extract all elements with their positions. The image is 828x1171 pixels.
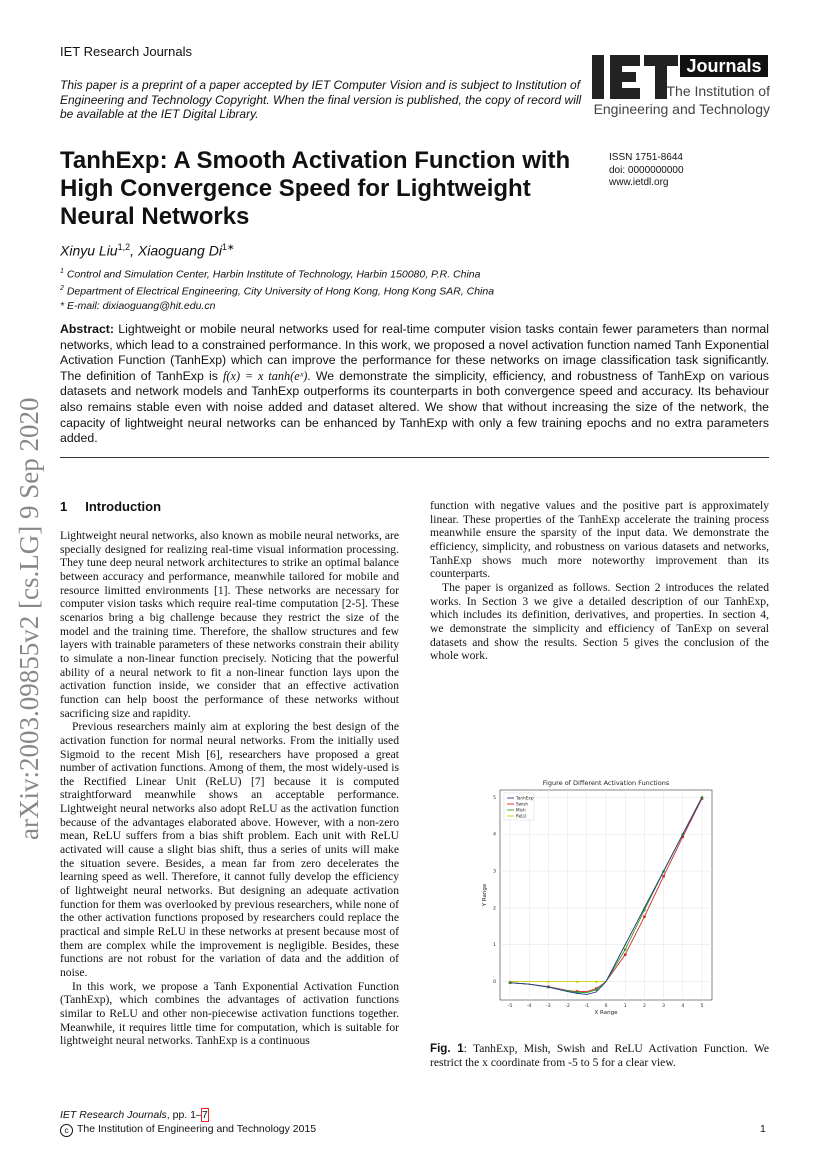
body-column-left [60, 529, 399, 1048]
x-tick-label: -3 [546, 1004, 551, 1009]
body-column-right [430, 499, 769, 663]
legend-label: Mish [516, 807, 526, 813]
y-tick-label: 5 [493, 795, 496, 801]
y-tick-label: 2 [493, 906, 496, 912]
legend-label: ReLU [516, 813, 527, 819]
arxiv-stamp: arXiv:2003.09855v2 [cs.LG] 9 Sep 2020 [14, 397, 44, 840]
mish-point [624, 948, 627, 951]
section-heading [60, 499, 161, 514]
swish-point [643, 915, 646, 918]
legend-label: Swish [516, 801, 529, 807]
footer-journal [60, 1109, 208, 1121]
y-axis-label: Y Range [482, 883, 488, 907]
abstract-text-cont: . We demonstrate the simplicity, efficiency, and robustness of TanhExp on various datasets and network models and TanhExp outperforms its counterparts in both convergence speed and accuracy. Its behaviour also remains stable even with noise added and dataset altered. We show that without increasing the size of the network, the capacity of lightweight neural networks can be enhanced by TanhExp with only a few training epochs and no extra parameters added. [60, 368, 769, 446]
affiliation-text: Department of Electrical Engineering, City University of Hong Kong, Hong Kong SAR, China [66, 285, 495, 298]
y-tick-label: 0 [493, 980, 496, 986]
section-title: Introduction [85, 499, 162, 514]
x-tick-label: 0 [604, 1004, 608, 1009]
figure-caption-text: : TanhExp, Mish, Swish and ReLU Activation Function. We restrict the x coordinate from -5 to 5 for a clear view. [430, 1042, 769, 1069]
swish-point [624, 953, 627, 956]
x-tick-label: 1 [623, 1004, 627, 1009]
paragraph: Lightweight neural networks, also known as mobile neural networks, are specially designed for realizing real-time visual information processing. They tune deep neural network architectures to strike an optimal balance between accuracy and performance, meanwhile tailored for mobile and resource limitted environments [1]. These networks are necessary for computer vision tasks which require real-time computation [2-5]. These scenarios bring a big challenge because they restrict the size of the model and the training time. Therefore, the shallow structures and few layers with trainable parameters of these networks constrain their ability to simulate a non-linear function precisely. Noticing that the powerful ability of a neural network to fit a non-linear function lays upon the activation function inside, we consider that an effective activation function can help boost the performance of these networks without sacrificing size and rapidity. [60, 529, 399, 720]
affiliation-sup: 2 [60, 285, 64, 292]
publication-meta [609, 152, 684, 190]
journal-url[interactable]: www.ietdl.org [609, 177, 669, 188]
author-name: Xinyu Liu [60, 242, 118, 259]
x-tick-label: -5 [507, 1004, 513, 1009]
figure-label: Fig. 1 [430, 1042, 464, 1055]
copyright-text: The Institution of Engineering and Technology 2015 [77, 1123, 317, 1135]
x-tick-label: -1 [584, 1004, 590, 1009]
author-separator: , [130, 242, 138, 259]
footer-journal-name: IET Research Journals [60, 1109, 167, 1121]
copyright-icon: c [60, 1124, 73, 1137]
author-affil-sup: 1∗ [221, 242, 235, 252]
affiliation-item [60, 265, 494, 282]
footer-last-page-link[interactable]: 7 [201, 1109, 208, 1121]
x-tick-label: -2 [565, 1004, 570, 1009]
logo-institution-line2: Engineering and Technology [593, 101, 770, 117]
paragraph: In this work, we propose a Tanh Exponential Activation Function (TanhExp), which combines the advantages of activation functions similar to ReLU and other non-piecewise activation functions together. Meanwhile, it requires little time for computation, which is suitable for lightweight neural networks. TanhExp is a continuous [60, 979, 399, 1048]
swish-point [662, 875, 665, 878]
affiliation-item [60, 299, 494, 314]
abstract [60, 322, 769, 447]
x-tick-label: -4 [526, 1004, 532, 1009]
figure-caption [430, 1042, 769, 1069]
affiliation-sup: 1 [60, 268, 64, 275]
author-list [60, 242, 235, 259]
activation-function-chart [480, 776, 720, 1021]
abstract-text: Lightweight or mobile neural networks used for real-time computer vision tasks contain fewer parameters than normal networks, which lead to a constrained performance. In this work, we proposed a novel activation function named Tanh Exponential Activation Function (TanhExp) which can improve the performance for these networks on image classification task significantly. The definition of TanhExp is [60, 322, 770, 383]
paper-title: TanhExp: A Smooth Activation Function with High Convergence Speed for Lightweight Neural Networks [60, 147, 571, 230]
affiliation-text: Control and Simulation Center, Harbin Institute of Technology, Harbin 150080, P.R. China [66, 268, 481, 281]
doi: doi: 0000000000 [609, 164, 684, 176]
section-number: 1 [60, 499, 68, 514]
x-tick-label: 5 [700, 1004, 704, 1009]
x-axis-label: X Range [594, 1010, 618, 1016]
page-number: 1 [760, 1123, 766, 1135]
chart-legend [504, 793, 534, 820]
abstract-divider [60, 457, 769, 458]
logo-journals-box: Journals [680, 55, 768, 77]
paragraph: The paper is organized as follows. Section 2 introduces the related works. In Section 3 we give a detailed description of our TanhExp, which includes its definition, derivatives, and properties. In section 4, we demonstrate the simplicity and efficiency of TanExp on several datasets and show the results. Section 5 gives the conclusion of the whole work. [430, 580, 769, 663]
abstract-formula: f(x) = x tanh(eˣ) [223, 368, 308, 383]
y-tick-label: 1 [493, 943, 496, 949]
paragraph: Previous researchers mainly aim at exploring the best design of the activation function for normal neural networks. From the initially used Sigmoid to the recent Mish [6], researchers have proposed a great number of activation functions. Among of them, the most widely-used is the Rectified Linear Unit (ReLU) [7] because it is computed straightforward meanwhile shows an acceptable performance. Lightweight neural networks also adopt ReLU as the activation function because of the advantages elaborated above. However, with a non-zero mean, ReLU suffers from a bias shift problem. Each unit with ReLU activated will cause a slight bias shift, thus a series of units will make the situation severe. Besides, a mean far from zero decelerates the learning speed as well. Therefore, it cannot fully develop the efficiency of lightweight neural networks. But designing an adequate activation function for them was overlooked by previous researchers, while none of the other activation functions proposed by researchers could replace the practical and simple ReLU in these networks at present because most of them are complex while the improvement is negligible. Besides, these functions are not robust for the variation of data and the addition of noise. [60, 720, 400, 979]
chart-title: Figure of Different Activation Functions [542, 779, 670, 787]
preprint-notice: This paper is a preprint of a paper accepted by IET Computer Vision and is subject to Institution of Engineering and Technology Copyright. When the final version is published, the copy of record will be available at the IET Digital Library. [60, 78, 582, 121]
journal-name: IET Research Journals [60, 44, 192, 59]
footer-pages-prefix: , pp. 1– [166, 1109, 202, 1121]
logo-institution-line1: The Institution of [666, 83, 770, 99]
author-name: Xiaoguang Di [137, 242, 222, 259]
y-tick-label: 4 [493, 832, 496, 838]
x-tick-label: 3 [662, 1004, 666, 1009]
legend-label: TanhExp [516, 795, 534, 801]
x-tick-label: 4 [681, 1004, 685, 1009]
abstract-label: Abstract: [60, 322, 114, 336]
paragraph: function with negative values and the positive part is approximately linear. These properties of the TanhExp accelerate the training process meanwhile ensure the sparsity of the input data. We demonstrate the efficiency, simplicity, and robustness on various datasets and networks, TanhExp shows much more noteworthy improvement than its counterparts. [430, 499, 769, 581]
issn: ISSN 1751-8644 [609, 152, 683, 163]
contact-email: * E-mail: dixiaoguang@hit.edu.cn [60, 300, 216, 312]
affiliation-item [60, 282, 494, 299]
iet-journals-logo [590, 55, 770, 121]
affiliations [60, 265, 494, 314]
footer-copyright [60, 1123, 316, 1137]
author-affil-sup: 1,2 [117, 242, 131, 252]
y-tick-label: 3 [493, 869, 496, 875]
x-tick-label: 2 [642, 1004, 646, 1009]
